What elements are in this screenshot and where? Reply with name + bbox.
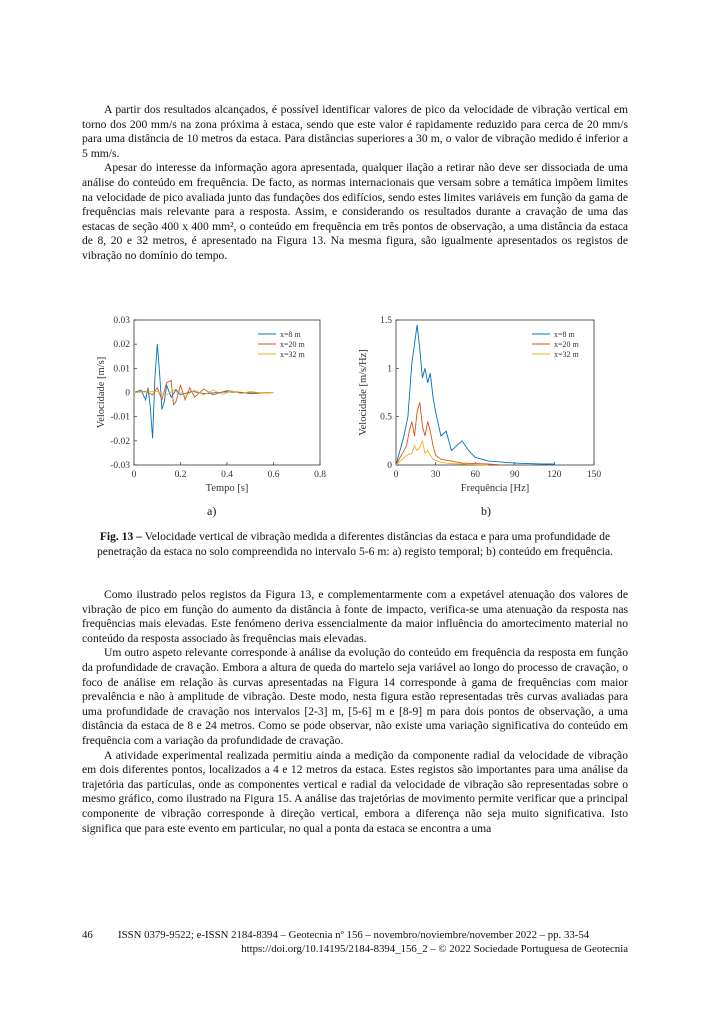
paragraph: A atividade experimental realizada permitiu ainda a medição da componente radial da velocidade de vibração em dois diferentes pontos, localizados a 4 e 12 metros da estaca. Estes registos são importantes para uma análise da trajetória das partículas, onde as componentes vertical e radial da velocidade de vibração são representadas sobre o mesmo gráfico, como ilustrado na Figura 15. A análise das trajetórias de movimento permite verificar que a principal componente de vibração corresponde à direção vertical, embora a diferença não seja muito significativa. Isto significa que para este evento em particular, no qual a ponta da estaca se encontra a uma xyxy=(82,748,628,835)
series-line xyxy=(396,325,554,465)
y-tick-label: 1.5 xyxy=(380,316,392,326)
y-tick-label: -0.01 xyxy=(110,412,130,423)
y-tick-label: -0.02 xyxy=(110,436,130,447)
footer-doi: https://doi.org/10.14195/2184-8394_156_2 – © 2022 Sociedade Portuguesa de Geotecnia xyxy=(241,943,628,955)
y-tick-label: 1 xyxy=(387,364,392,375)
page-number: 46 xyxy=(82,929,93,941)
legend-label: x=8 m xyxy=(554,330,575,339)
page-footer xyxy=(82,928,628,956)
y-tick-label: 0.5 xyxy=(380,412,392,423)
y-tick-label: -0.03 xyxy=(110,461,130,471)
series-line xyxy=(396,402,502,465)
x-tick-label: 60 xyxy=(470,470,480,480)
x-axis-label: Frequência [Hz] xyxy=(460,483,530,494)
x-tick-label: 120 xyxy=(547,470,562,480)
y-axis-label: Velocidade [m/s/Hz] xyxy=(358,349,369,436)
y-tick-label: 0.01 xyxy=(113,364,130,375)
x-tick-label: 0.4 xyxy=(221,470,233,480)
x-tick-label: 0.2 xyxy=(174,470,187,480)
legend-label: x=8 m xyxy=(280,330,301,339)
legend-label: x=20 m xyxy=(280,340,305,349)
y-axis-label: Velocidade [m/s] xyxy=(96,356,107,429)
legend-label: x=20 m xyxy=(554,340,579,349)
x-tick-label: 0 xyxy=(131,470,137,480)
legend-label: x=32 m xyxy=(554,350,579,359)
top-text-block xyxy=(82,103,628,264)
panel-b-label: b) xyxy=(481,504,491,518)
y-tick-label: 0.03 xyxy=(113,316,130,326)
x-tick-label: 0.8 xyxy=(314,470,326,480)
x-tick-label: 30 xyxy=(430,470,441,480)
panel-a-label: a) xyxy=(207,504,217,518)
figure-13 xyxy=(82,308,628,528)
x-tick-label: 0.6 xyxy=(267,470,280,480)
bottom-text-block xyxy=(82,588,628,836)
figure-caption xyxy=(90,530,620,559)
paragraph: A partir dos resultados alcançados, é possível identificar valores de pico da velocidade de vibração vertical em torno dos 200 mm/s na zona próxima à estaca, sendo que este valor é rapidamente reduzido para cerca de 20 mm/s para uma distância de 10 metros da estaca. Para distâncias superiores a 30 m, o valor de vibração medido é inferior a 5 mm/s. xyxy=(82,103,628,160)
legend-label: x=32 m xyxy=(280,350,305,359)
x-tick-label: 0 xyxy=(393,470,399,480)
y-tick-label: 0 xyxy=(125,388,130,399)
x-axis-label: Tempo [s] xyxy=(205,483,249,494)
y-tick-label: 0 xyxy=(387,461,392,471)
paragraph: Como ilustrado pelos registos da Figura 13, e complementarmente com a expetável atenuação dos valores de vibração de pico em função do aumento da distância à fonte de impacto, verifica-se uma atenuação da resposta nas frequências mais elevadas. Este fenómeno deriva essencialmente da maior influência do amortecimento material no conteúdo da resposta associado às frequências mais elevadas. xyxy=(82,588,628,645)
x-tick-label: 150 xyxy=(586,470,602,480)
paragraph: Um outro aspeto relevante corresponde à análise da evolução do conteúdo em frequência da resposta em função da profundidade de cravação. Embora a altura de queda do martelo seja variável ao longo do processo de cravação, o foco de análise em relação às curvas apresentadas na Figura 14 corresponde à gama de frequências com maior prevalência e não à amplitude de vibração. Deste modo, nesta figura estão representadas três curvas avaliadas para uma profundidade de cravação nos intervalos [2-3] m, [5-6] m e [8-9] m para dois pontos de observação, a uma distância da estaca de 8 e 24 metros. Como se pode observar, não existe uma variação significativa do conteúdo em frequência com a variação da profundidade de cravação. xyxy=(82,646,628,747)
footer-journal-info: ISSN 0379-9522; e-ISSN 2184-8394 – Geotecnia nº 156 – novembro/noviembre/november 2022 – pp. 33-54 xyxy=(118,929,590,941)
x-tick-label: 90 xyxy=(510,470,520,480)
series-line xyxy=(396,441,488,465)
caption-text: Velocidade vertical de vibração medida a diferentes distâncias da estaca e para uma profundidade de penetração da estaca no solo compreendida no intervalo 5-6 m: a) registo temporal; b) conteúdo em frequência. xyxy=(96,530,614,558)
chart-frequency-content xyxy=(344,308,634,508)
paragraph: Apesar do interesse da informação agora apresentada, qualquer ilação a retirar não deve ser dissociada de uma análise do conteúdo em frequência. De facto, as normas internacionais que versam sobre a temática impõem limites na velocidade de pico avaliada junto das fundações dos edifícios, sendo estes limites variáveis em função da gama de frequências mais relevante para a resposta. Assim, e considerando os resultados durante a cravação de uma das estacas de seção 400 x 400 mm², o conteúdo em frequência em três pontos de observação, a uma distância da estaca de 8, 20 e 32 metros, é apresentado na Figura 13. Na mesma figura, são igualmente apresentados os registos de vibração no domínio do tempo. xyxy=(82,161,628,262)
y-tick-label: 0.02 xyxy=(113,340,130,351)
chart-time-record xyxy=(82,308,352,508)
series-line xyxy=(134,389,274,396)
caption-label: Fig. 13 – xyxy=(99,530,142,543)
